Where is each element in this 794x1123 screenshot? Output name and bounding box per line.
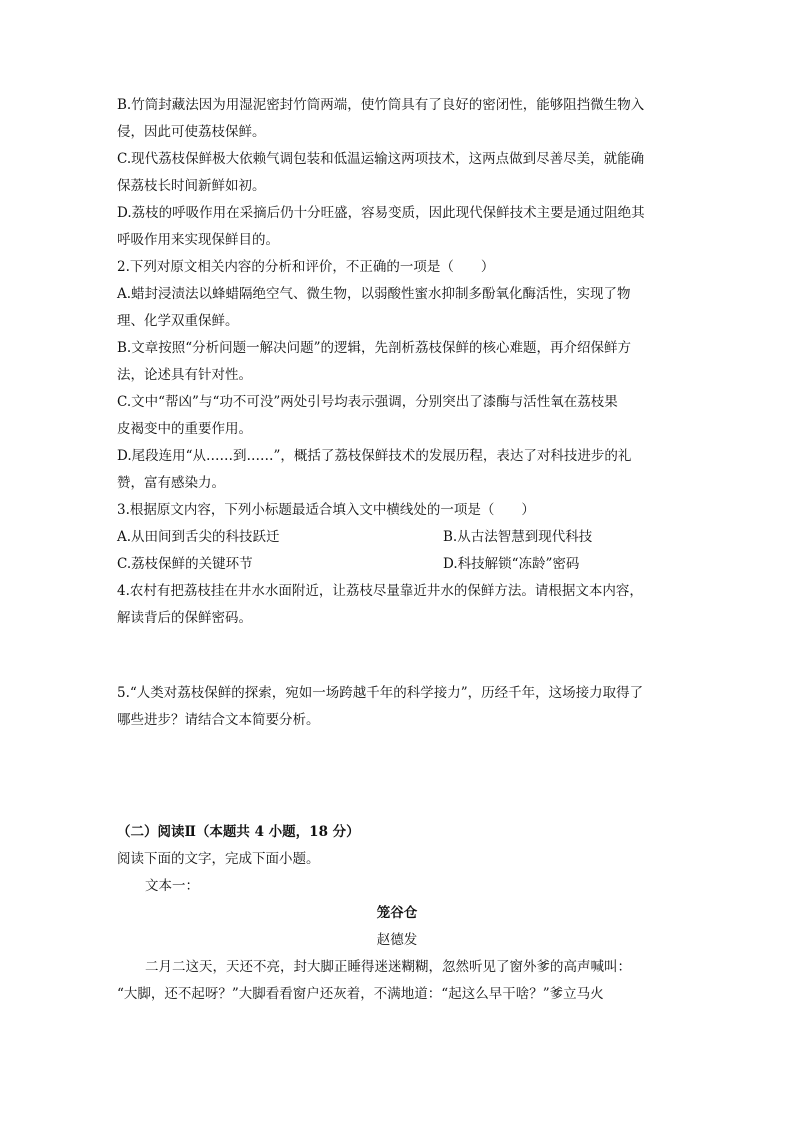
q2-option-c-line2: 皮褐变中的重要作用。: [117, 421, 252, 437]
question-4-line1: 4.农村有把荔枝挂在井水水面附近，让荔枝尽量靠近井水的保鲜方法。请根据文本内容，: [117, 583, 643, 599]
story-title: 笼谷仓: [376, 905, 418, 921]
question-2: 2.下列对原文相关内容的分析和评价，不正确的一项是（ ）: [117, 259, 495, 275]
option-c-line2: 保荔枝长时间新鲜如初。: [117, 178, 266, 194]
q2-option-d-line1: D.尾段连用“从……到……”，概括了荔枝保鲜技术的发展历程，表达了对科技进步的礼: [117, 448, 632, 464]
option-d-line2: 呼吸作用来实现保鲜目的。: [117, 232, 279, 248]
option-c-line1: C.现代荔枝保鲜极大依赖气调包装和低温运输这两项技术，这两点做到尽善尽美，就能确: [117, 151, 645, 167]
story-author: 赵德发: [376, 932, 418, 948]
q3-option-a: A.从田间到舌尖的科技跃迁: [117, 529, 280, 545]
reading-instruction: 阅读下面的文字，完成下面小题。: [117, 851, 320, 867]
option-b-line1: B.竹筒封藏法因为用湿泥密封竹筒两端，使竹筒具有了良好的密闭性，能够阻挡微生物入: [117, 97, 645, 113]
q2-option-b-line2: 法，论述具有针对性。: [117, 367, 252, 383]
question-4-line2: 解读背后的保鲜密码。: [117, 610, 252, 626]
q2-option-d-line2: 赞，富有感染力。: [117, 475, 225, 491]
q2-option-a-line1: A.蜡封浸渍法以蜂蜡隔绝空气、微生物，以弱酸性蜜水抑制多酚氧化酶活性，实现了物: [117, 286, 631, 302]
question-5-line1: 5.“人类对荔枝保鲜的探索，宛如一场跨越千年的科学接力”，历经千年，这场接力取得了: [117, 685, 644, 701]
q3-option-d: D.科技解锁“冻龄”密码: [443, 556, 580, 572]
q3-option-b: B.从古法智慧到现代科技: [443, 529, 593, 545]
section-heading: （二）阅读Ⅱ（本题共 4 小题，18 分）: [117, 824, 360, 840]
q2-option-c-line1: C.文中“帮凶”与“功不可没”两处引号均表示强调，分别突出了漆酶与活性氧在荔枝果: [117, 394, 618, 410]
question-5-line2: 哪些进步？请结合文本简要分析。: [117, 712, 320, 728]
option-b-line2: 侵，因此可使荔枝保鲜。: [117, 124, 266, 140]
q3-option-c: C.荔枝保鲜的关键环节: [117, 556, 253, 572]
q2-option-b-line1: B.文章按照“分析问题一解决问题”的逻辑，先剖析荔枝保鲜的核心难题，再介绍保鲜方: [117, 340, 632, 356]
q2-option-a-line2: 理、化学双重保鲜。: [117, 313, 239, 329]
question-3: 3.根据原文内容，下列小标题最适合填入文中横线处的一项是（ ）: [117, 502, 535, 518]
text-one-label: 文本一：: [145, 878, 199, 894]
option-d-line1: D.荔枝的呼吸作用在采摘后仍十分旺盛，容易变质，因此现代保鲜技术主要是通过阻绝其: [117, 205, 645, 221]
story-paragraph-line1: 二月二这天，天还不亮，封大脚正睡得迷迷糊糊，忽然听见了窗外爹的高声喊叫：: [145, 959, 631, 975]
story-paragraph-line2: “大脚，还不起呀？”大脚看看窗户还灰着，不满地道：“起这么早干啥？”爹立马火: [117, 986, 604, 1002]
